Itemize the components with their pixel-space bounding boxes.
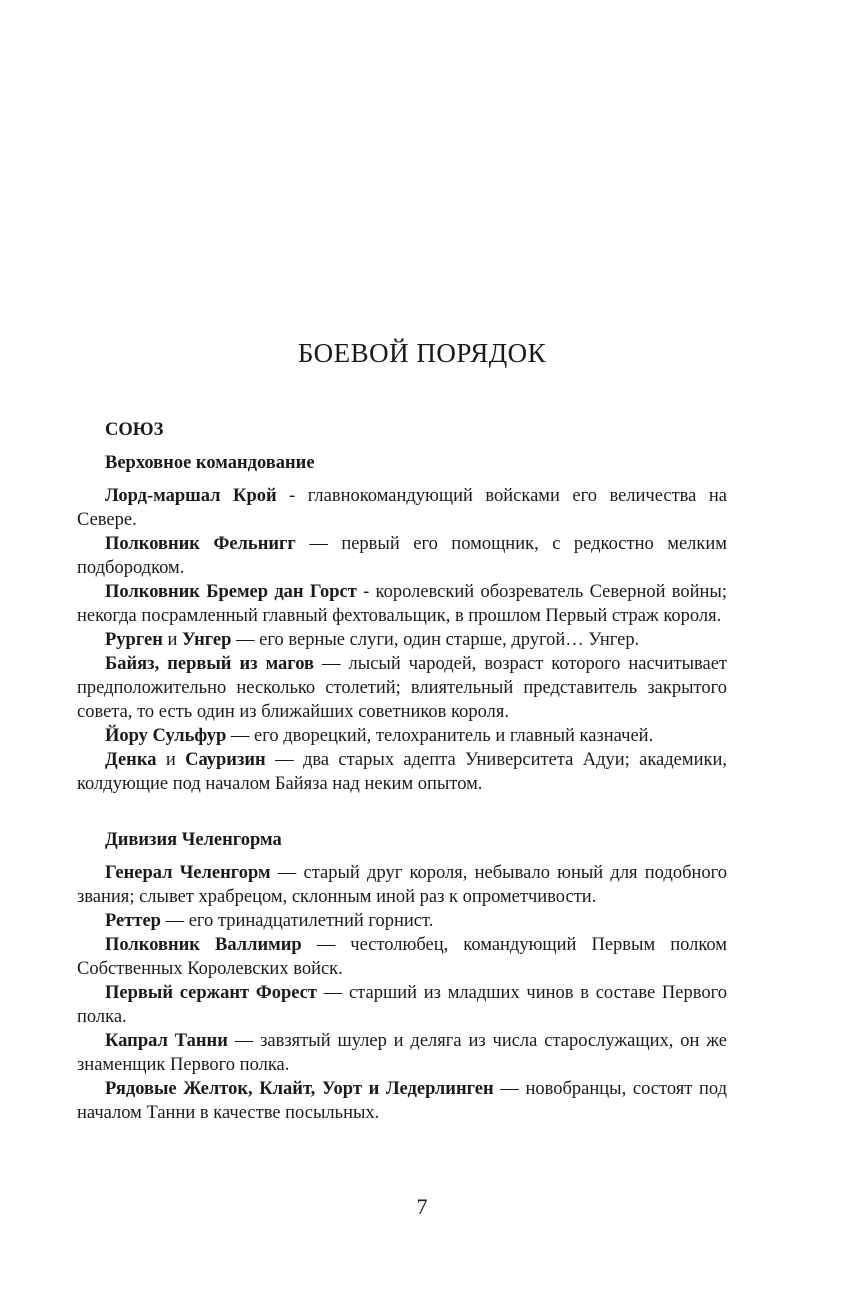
section-high-command bbox=[77, 451, 727, 796]
name-conjunction: и bbox=[156, 750, 186, 770]
section-gap bbox=[77, 796, 727, 828]
character-name: Сауризин bbox=[185, 750, 266, 770]
roster-entry bbox=[77, 861, 727, 909]
character-name: Унгер bbox=[182, 630, 232, 650]
roster-entry bbox=[77, 981, 727, 1029]
character-description: главнокомандующий войсками его величества на Севере. bbox=[77, 486, 727, 530]
character-description: новобранцы, состоят под началом Танни в качестве посыльных. bbox=[77, 1079, 728, 1123]
page-number: 7 bbox=[416, 1194, 428, 1219]
roster-entry bbox=[77, 628, 727, 652]
character-name: Полковник Фельнигг bbox=[105, 534, 296, 554]
entry-separator: — bbox=[270, 863, 304, 883]
character-description: его тринадцатилетний горнист. bbox=[188, 911, 434, 931]
roster-content bbox=[77, 418, 727, 1125]
roster-entry bbox=[77, 909, 727, 933]
roster-entry bbox=[77, 933, 727, 981]
character-name: Полковник Валлимир bbox=[105, 935, 302, 955]
entries-high-command bbox=[77, 484, 727, 796]
entry-separator: — bbox=[301, 935, 351, 955]
page-title: БОЕВОЙ ПОРЯДОК bbox=[297, 338, 547, 368]
character-name: Рурген bbox=[105, 630, 163, 650]
character-name: Генерал Челенгорм bbox=[105, 863, 271, 883]
character-description: лысый чародей, возраст которого насчитывает предположительно несколько столетий; влиятельный представитель закрытого совета, то есть один из ближайших советников короля. bbox=[77, 654, 728, 722]
character-name: Первый сержант Форест bbox=[105, 983, 317, 1003]
character-description: его дворецкий, телохранитель и главный казначей. bbox=[254, 726, 654, 746]
character-description: его верные слуги, один старше, другой… Унгер. bbox=[259, 630, 640, 650]
roster-entry bbox=[77, 748, 727, 796]
character-name: Лорд-маршал Крой bbox=[105, 486, 277, 506]
character-name: Реттер bbox=[105, 911, 161, 931]
entries-jalenhorm-division bbox=[77, 861, 727, 1125]
entry-separator: — bbox=[231, 630, 260, 650]
character-description: завзятый шулер и деляга из числа старослужащих, он же знаменщик Первого полка. bbox=[77, 1031, 727, 1075]
character-name: Йору Сульфур bbox=[105, 726, 227, 746]
roster-entry bbox=[77, 1029, 727, 1077]
entry-separator: — bbox=[227, 1031, 261, 1051]
roster-entry bbox=[77, 532, 727, 580]
roster-entry bbox=[77, 724, 727, 748]
character-description: честолюбец, командующий Первым полком Собственных Королевских войск. bbox=[77, 935, 727, 979]
character-description: старый друг короля, небывало юный для подобного звания; слывет храбрецом, склонным иной раз к опрометчивости. bbox=[77, 863, 728, 907]
character-description: первый его помощник, с редкостно мелким подбородком. bbox=[77, 534, 727, 578]
entry-separator: — bbox=[265, 750, 303, 770]
section-heading-jalenhorm-division: Дивизия Челенгорма bbox=[105, 830, 282, 850]
roster-entry bbox=[77, 1077, 727, 1125]
character-description: старший из младших чинов в составе Первого полка. bbox=[77, 983, 727, 1027]
roster-entry bbox=[77, 484, 727, 532]
entry-separator: - bbox=[356, 582, 376, 602]
section-jalenhorm-division bbox=[77, 828, 727, 1125]
character-name: Капрал Танни bbox=[105, 1031, 228, 1051]
roster-entry bbox=[77, 652, 727, 724]
name-conjunction: и bbox=[162, 630, 183, 650]
entry-separator: — bbox=[295, 534, 342, 554]
character-name: Денка bbox=[105, 750, 157, 770]
entry-separator: — bbox=[160, 911, 189, 931]
character-name: Рядовые Желток, Клайт, Уорт и Ледерлинген bbox=[105, 1079, 494, 1099]
entry-separator: - bbox=[276, 486, 308, 506]
entry-separator: — bbox=[493, 1079, 526, 1099]
faction-heading: СОЮЗ bbox=[105, 420, 164, 440]
character-description: королевский обозреватель Северной войны; некогда посрамленный главный фехтовальщик, в прошлом Первый страж короля. bbox=[77, 582, 727, 626]
character-name: Полковник Бремер дан Горст bbox=[105, 582, 357, 602]
entry-separator: — bbox=[226, 726, 255, 746]
entry-separator: — bbox=[316, 983, 349, 1003]
character-description: два старых адепта Университета Адуи; академики, колдующие под началом Байяза над неким опытом. bbox=[77, 750, 728, 794]
entry-separator: — bbox=[314, 654, 349, 674]
character-name: Байяз, первый из магов bbox=[105, 654, 315, 674]
section-heading-high-command: Верховное командование bbox=[105, 453, 315, 473]
roster-entry bbox=[77, 580, 727, 628]
